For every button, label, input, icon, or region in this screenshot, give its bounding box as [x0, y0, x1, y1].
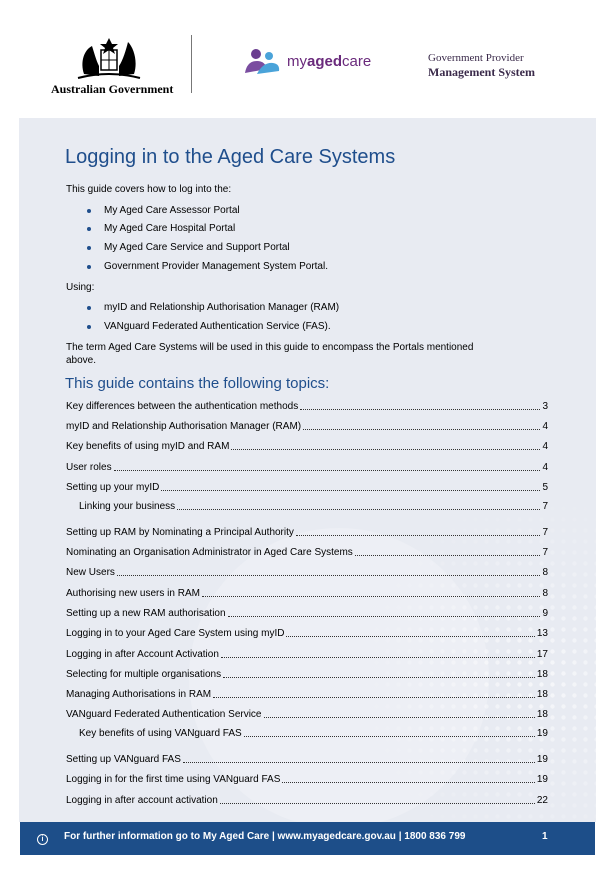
- bullet-icon: [87, 246, 91, 250]
- portal-list-item: My Aged Care Assessor Portal: [104, 205, 240, 216]
- term-text-line-1: The term Aged Care Systems will be used in this guide to encompass the Portals mentioned: [66, 342, 474, 353]
- toc-subentry[interactable]: Key benefits of using VANguard FAS 19: [79, 728, 548, 739]
- footer-contact-text[interactable]: For further information go to My Aged Care | www.myagedcare.gov.au | 1800 836 799: [64, 831, 466, 842]
- toc-entry[interactable]: Managing Authorisations in RAM 18: [66, 689, 548, 700]
- my-aged-care-logo-text: myagedcare: [287, 53, 372, 70]
- toc-entry[interactable]: Logging in to your Aged Care System using myID 13: [66, 628, 548, 639]
- portal-list-item: My Aged Care Service and Support Portal: [104, 242, 290, 253]
- toc-entry[interactable]: Logging in for the first time using VANguard FAS 19: [66, 774, 548, 785]
- term-text-line-2: above.: [66, 355, 97, 366]
- method-list-item: VANguard Federated Authentication Service (FAS).: [104, 321, 331, 332]
- toc-entry[interactable]: Setting up a new RAM authorisation 9: [66, 608, 548, 619]
- header-divider: [191, 35, 192, 93]
- bullet-icon: [87, 265, 91, 269]
- page-footer: [20, 822, 595, 855]
- toc-entry[interactable]: Key differences between the authentication methods 3: [66, 401, 548, 412]
- toc-entry[interactable]: New Users 8: [66, 567, 548, 578]
- government-name: Australian Government: [51, 82, 174, 96]
- bullet-icon: [87, 227, 91, 231]
- bullet-icon: [87, 209, 91, 213]
- toc-entry[interactable]: User roles 4: [66, 462, 548, 473]
- toc-entry[interactable]: Setting up your myID 5: [66, 482, 548, 493]
- my-aged-care-logo-icon: [243, 47, 281, 75]
- toc-entry[interactable]: Setting up RAM by Nominating a Principal Authority 7: [66, 527, 548, 538]
- toc-subentry[interactable]: Linking your business 7: [79, 501, 548, 512]
- toc-entry[interactable]: VANguard Federated Authentication Service 18: [66, 709, 548, 720]
- toc-entry[interactable]: Nominating an Organisation Administrator in Aged Care Systems 7: [66, 547, 548, 558]
- page-title: Logging in to the Aged Care Systems: [65, 146, 396, 168]
- method-list-item: myID and Relationship Authorisation Manager (RAM): [104, 302, 339, 313]
- toc-entry[interactable]: Selecting for multiple organisations 18: [66, 669, 548, 680]
- info-icon: i: [37, 834, 48, 845]
- coat-of-arms-icon: [74, 30, 144, 82]
- gpms-logo-text: Government Provider Management System: [428, 52, 535, 79]
- page-number: 1: [542, 831, 548, 842]
- toc-entry[interactable]: myID and Relationship Authorisation Manager (RAM) 4: [66, 421, 548, 432]
- using-label: Using:: [66, 282, 95, 293]
- portal-list-item: My Aged Care Hospital Portal: [104, 223, 235, 234]
- toc-entry[interactable]: Logging in after account activation 22: [66, 795, 548, 806]
- toc-entry[interactable]: Key benefits of using myID and RAM 4: [66, 441, 548, 452]
- toc-entry[interactable]: Logging in after Account Activation 17: [66, 649, 548, 660]
- toc-entry[interactable]: Setting up VANguard FAS 19: [66, 754, 548, 765]
- toc-entry[interactable]: Authorising new users in RAM 8: [66, 588, 548, 599]
- topics-heading: This guide contains the following topics:: [65, 375, 330, 392]
- bullet-icon: [87, 306, 91, 310]
- portal-list-item: Government Provider Management System Portal.: [104, 261, 328, 272]
- bullet-icon: [87, 325, 91, 329]
- intro-text: This guide covers how to log into the:: [66, 184, 232, 195]
- page-header: [0, 0, 613, 118]
